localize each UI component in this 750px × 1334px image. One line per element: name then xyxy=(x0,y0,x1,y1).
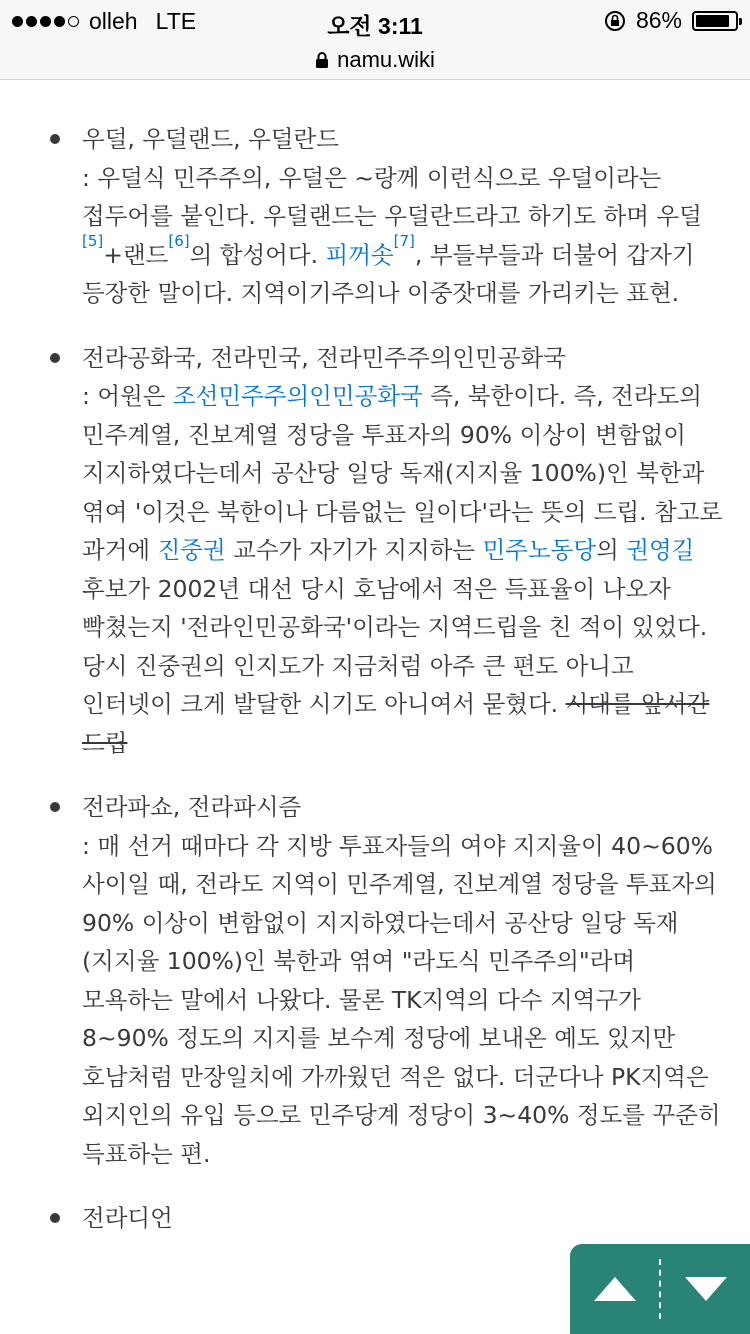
term-list xyxy=(0,120,750,1238)
bullet-icon xyxy=(50,802,60,812)
network-type: LTE xyxy=(155,8,197,34)
item-description: : 매 선거 때마다 각 지방 투표자들의 여야 지지율이 40~60% 사이일 때, 전라도 지역이 민주계열, 진보계열 정당을 투표자의 90% 이상이 변함없이 지지하였다는데서 공산당 일당 독재(지지율 100%)인 북한과 엮여 "라도식 민주주의"라며 모욕하는 말에서 나왔다. 물론 TK지역의 다수 지역구가 8~90% 정도의 지지를 보수계 정당에 보내온 예도 있지만 호남처럼 만장일치에 가까웠던 적은 없다. 더군다나 PK지역은 외지인의 유입 등으로 민주당계 정당이 3~40% 정도를 꾸준히 득표하는 편. xyxy=(82,831,721,1168)
item-term: 우덜, 우덜랜드, 우덜란드 xyxy=(82,125,339,153)
triangle-up-icon xyxy=(592,1275,638,1303)
rotation-lock-icon xyxy=(604,10,626,32)
list-item-udeol xyxy=(0,120,750,313)
item-term: 전라파쇼, 전라파시즘 xyxy=(82,793,302,821)
footnote-link[interactable]: [6] xyxy=(168,231,190,250)
previous-paragraph-fragment xyxy=(0,80,750,86)
strikethrough-text: 시대를 앞서간 드립 xyxy=(82,690,710,757)
status-right xyxy=(604,7,738,34)
triangle-down-icon xyxy=(683,1275,729,1303)
wiki-link[interactable]: 민주노동당 xyxy=(482,536,597,564)
status-time: 오전 3:11 xyxy=(327,13,423,39)
article-content[interactable] xyxy=(0,80,750,1334)
bullet-icon xyxy=(50,1213,60,1223)
list-item-jeolladian xyxy=(0,1199,750,1238)
item-description: : 우덜식 민주주의, 우덜은 ~랑께 이런식으로 우덜이라는 접두어를 붙인다. 우덜랜드는 우덜란드라고 하기도 하며 우덜[5]+랜드[6]의 합성어다. 피꺼솟[7], 부들부들과 더불어 갑자기 등장한 말이다. 지역이기주의나 이중잣대를 가리키는 표현. xyxy=(82,163,702,307)
footnote-link[interactable]: [5] xyxy=(82,231,104,250)
wiki-link[interactable]: 권영길 xyxy=(626,536,695,564)
status-bar xyxy=(0,0,750,40)
list-item-jeolla-republic xyxy=(0,339,750,763)
scroll-nav-buttons xyxy=(570,1244,750,1334)
bullet-icon xyxy=(50,134,60,144)
url-bar[interactable] xyxy=(0,40,750,80)
item-term: 전라공화국, 전라민국, 전라민주주의인민공화국 xyxy=(82,343,566,372)
wiki-link[interactable]: 조선민주주의인민공화국 xyxy=(172,382,423,410)
scroll-down-button[interactable] xyxy=(661,1244,750,1334)
wiki-link[interactable]: 진중권 xyxy=(157,536,226,564)
scroll-up-button[interactable] xyxy=(570,1244,659,1334)
wiki-link[interactable]: 피꺼솟 xyxy=(325,240,394,269)
item-term: 전라디언 xyxy=(82,1204,173,1232)
item-description: : 어원은 조선민주주의인민공화국 즉, 북한이다. 즉, 전라도의 민주계열, 진보계열 정당을 투표자의 90% 이상이 변함없이 지지하였다는데서 공산당 일당 독재(지지율 100%)인 북한과 엮여 '이것은 북한이나 다름없는 일이다'라는 뜻의 드립. 참고로 과거에 진중권 교수가 자기가 지지하는 민주노동당의 권영길 후보가 2002년 대선 당시 호남에서 적은 득표율이 나오자 빡쳤는지 '전라인민공화국'이라는 지역드립을 친 적이 있었다. 당시 진중권의 인지도가 지금처럼 아주 큰 편도 아니고 인터넷이 크게 발달한 시기도 아니여서 묻혔다. 시대를 앞서간 드립 xyxy=(82,382,723,757)
battery-percent: 86% xyxy=(635,7,682,33)
list-item-jeolla-fascism xyxy=(0,788,750,1173)
bullet-icon xyxy=(50,353,60,363)
carrier-name: olleh xyxy=(89,8,138,34)
lock-icon xyxy=(315,51,329,69)
footnote-link[interactable]: [7] xyxy=(393,231,415,250)
url-domain: namu.wiki xyxy=(337,46,435,72)
battery-icon xyxy=(692,11,738,31)
